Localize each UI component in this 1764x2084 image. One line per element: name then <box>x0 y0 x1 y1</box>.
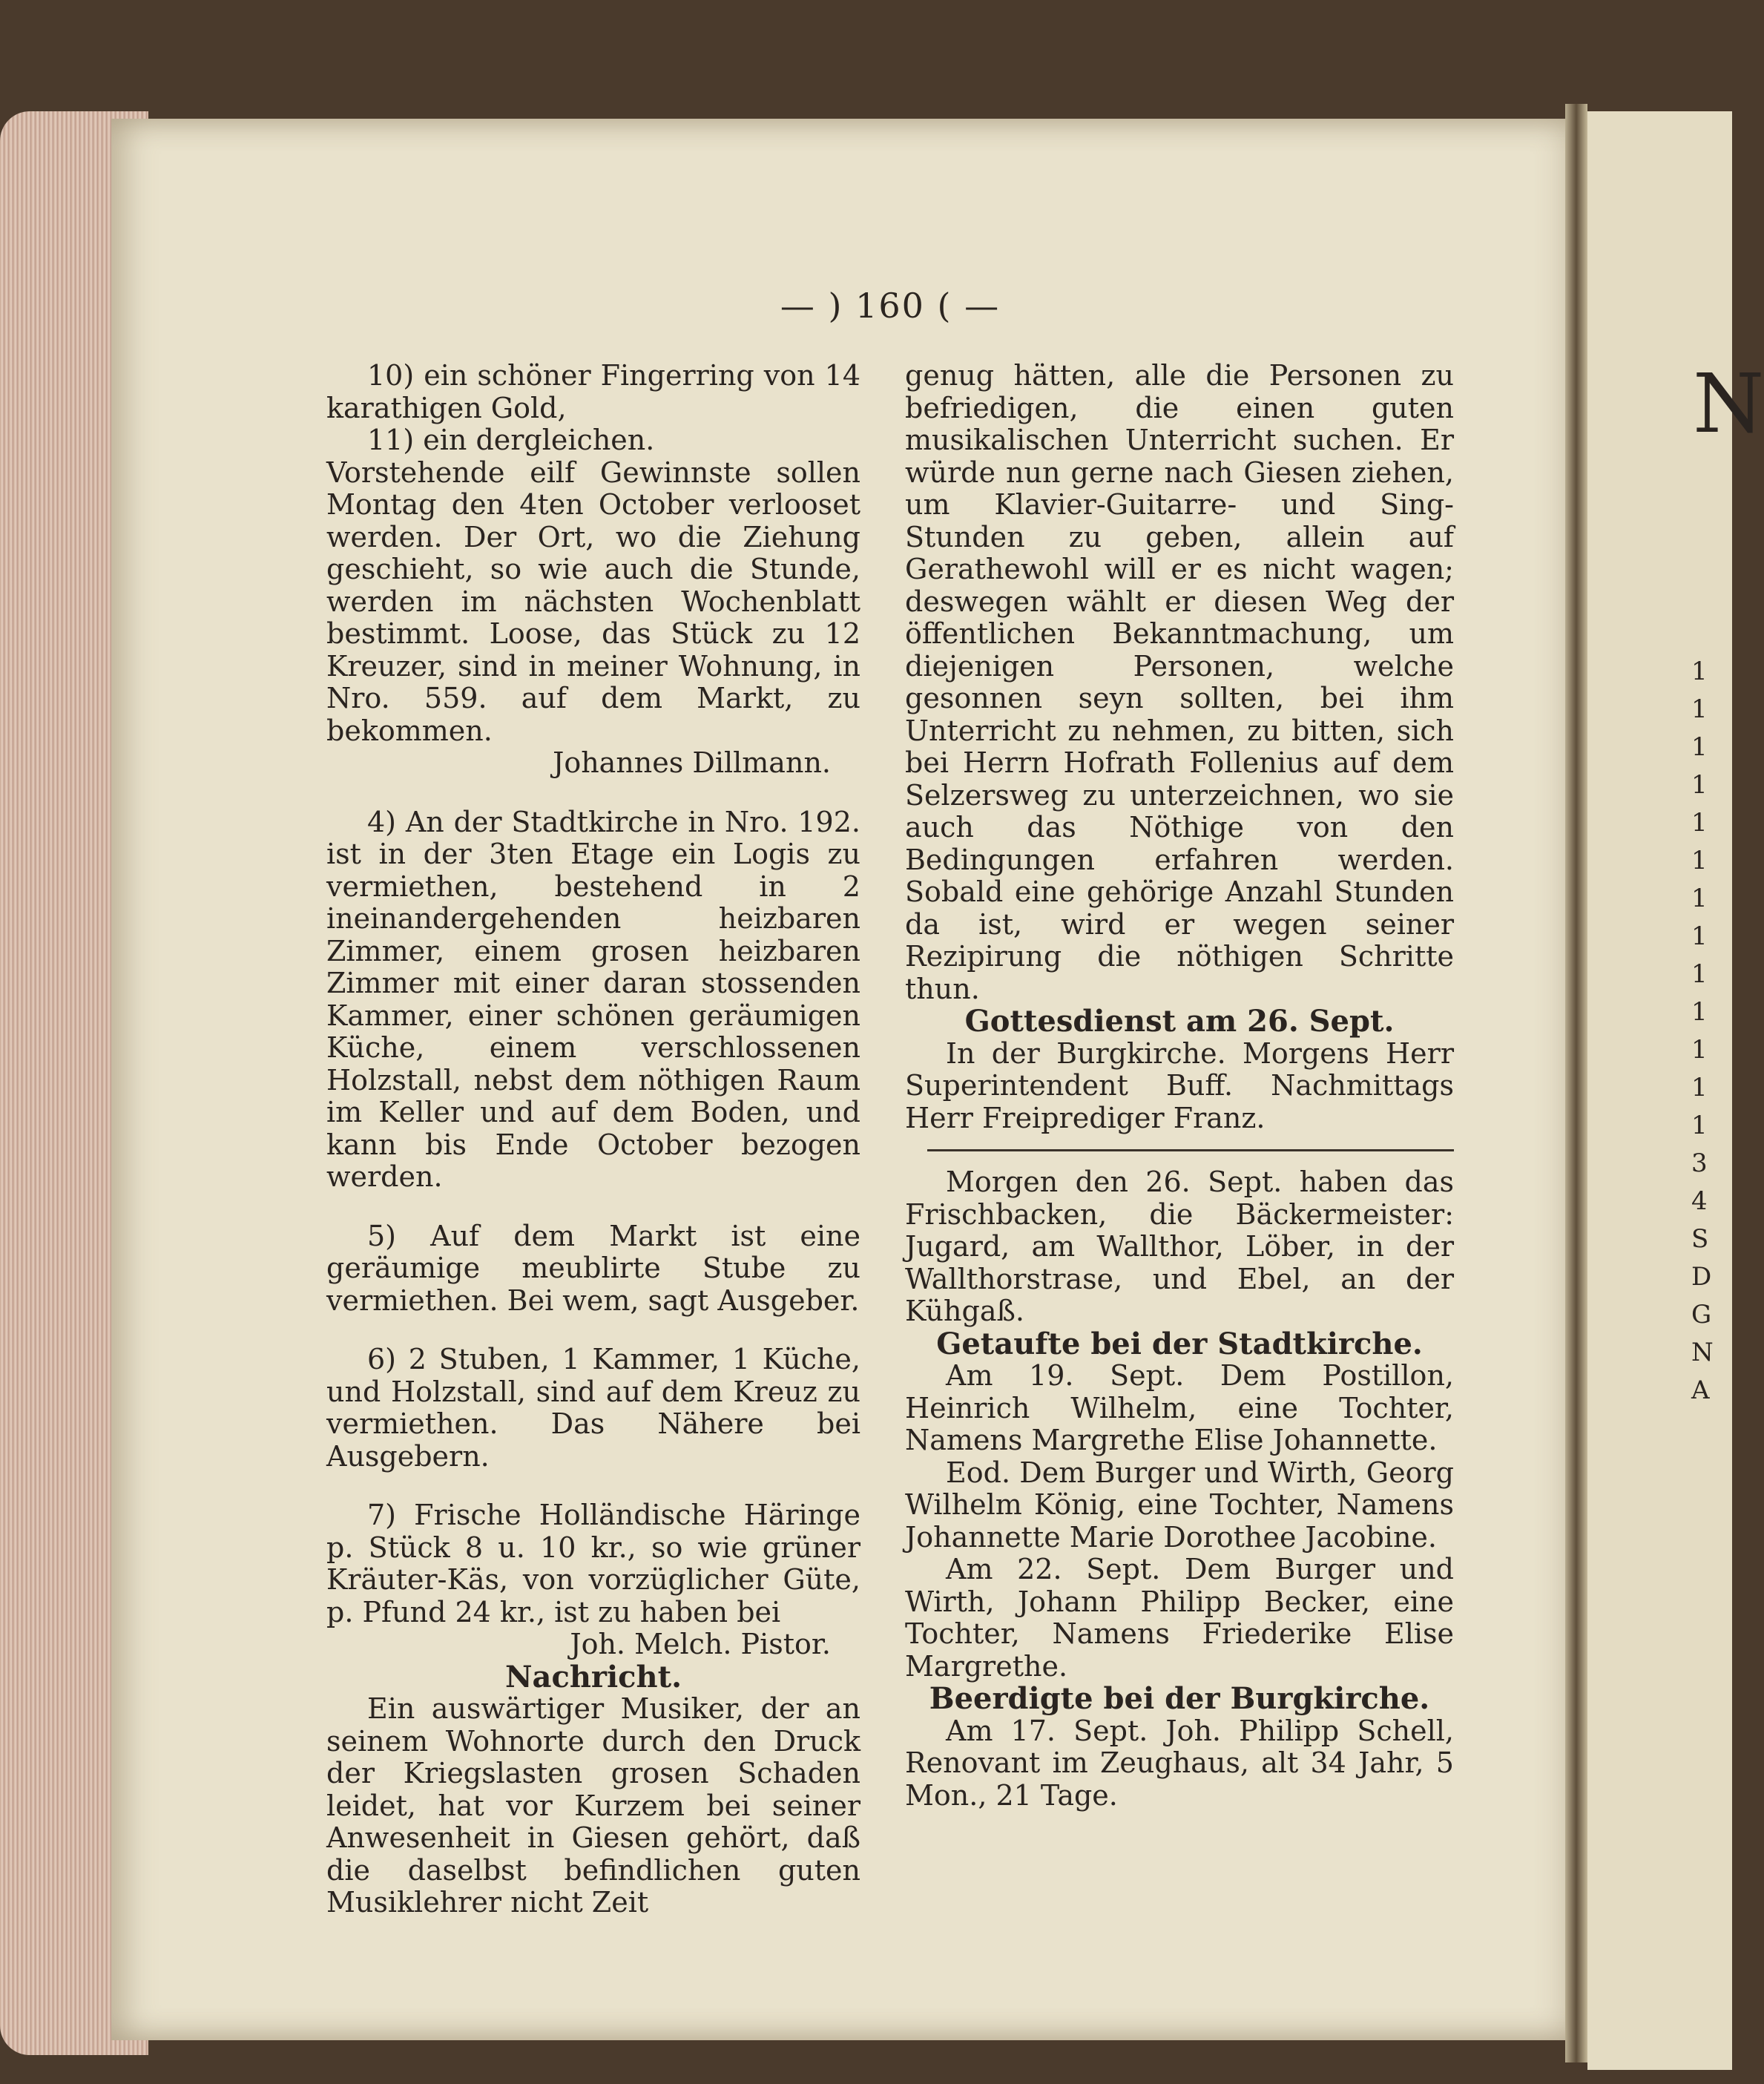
musician-notice-start: Ein auswärtiger Musiker, der an seinem Wohnorte durch den Druck der Kriegslasten grosen Schaden leidet, hat vor Kurzem bei seiner Anwesenheit in Giesen gehört, daß die daselbst befindlichen guten Musiklehrer nicht Zeit <box>326 1692 860 1919</box>
edge-fragment: N <box>1691 1338 1714 1367</box>
burial-entry-1: Am 17. Sept. Joh. Philipp Schell, Renovant im Zeughaus, alt 34 Jahr, 5 Mon., 21 Tage. <box>905 1714 1454 1812</box>
facing-page-initial: N <box>1693 356 1764 451</box>
edge-fragment: A <box>1691 1375 1710 1405</box>
lottery-notice: Vorstehende eilf Gewinnste sollen Montag den 4ten October verlooset werden. Der Ort, wo die Ziehung geschieht, so wie auch die Stunde, werden im nächsten Wochenblatt bestimmt. Loose, das Stück zu 12 Kreuzer, sind in meiner Wohnung, in Nro. 559. auf dem Markt, zu bekommen. <box>326 456 860 747</box>
baking-notice: Morgen den 26. Sept. haben das Frischbacken, die Bäckermeister: Jugard, am Wallthor, Löber, in der Wallthorstrase, und Ebel, an der Kühgaß. <box>905 1166 1454 1327</box>
heading-beerdigte: Beerdigte bei der Burgkirche. <box>929 1681 1430 1716</box>
edge-fragment: 1 <box>1691 997 1708 1027</box>
page-number-header: — ) 160 ( — <box>780 286 1001 326</box>
edge-fragment: S <box>1691 1224 1709 1254</box>
heading-gottesdienst: Gottesdienst am 26. Sept. <box>964 1004 1395 1039</box>
service-notice: In der Burgkirche. Morgens Herr Superintendent Buff. Nachmittags Herr Freiprediger Franz. <box>905 1036 1454 1134</box>
left-text-column <box>326 360 860 1919</box>
edge-fragment: 1 <box>1691 1111 1708 1140</box>
edge-fragment: 1 <box>1691 884 1708 913</box>
lottery-item-11: 11) ein dergleichen. <box>367 424 655 456</box>
edge-fragment: 1 <box>1691 1073 1708 1102</box>
edge-fragment: 1 <box>1691 808 1708 838</box>
edge-fragment: 3 <box>1691 1148 1708 1178</box>
book-gutter <box>1565 104 1587 2062</box>
edge-fragment: 1 <box>1691 732 1708 762</box>
edge-fragment: 1 <box>1691 846 1708 875</box>
ad-item-5: 5) Auf dem Markt ist eine geräumige meublirte Stube zu vermiethen. Bei wem, sagt Ausgeber. <box>326 1219 860 1317</box>
signature-pistor: Joh. Melch. Pistor. <box>570 1628 831 1660</box>
edge-fragment: 1 <box>1691 694 1708 724</box>
musician-notice-continued: genug hätten, alle die Personen zu befriedigen, die einen guten musikalischen Unterricht suchen. Er würde nun gerne nach Giesen ziehen, um Klavier-Guitarre- und Sing-Stunden zu geben, allein auf Gerathewohl will er es nicht wagen; deswegen wählt er diesen Weg der öffentlichen Bekanntmachung, um diejenigen Personen, welche gesonnen seyn sollten, bei ihm Unterricht zu nehmen, zu bitten, sich bei Herrn Hofrath Follenius auf dem Selzersweg zu unterzeichnen, wo sie auch das Nöthige von den Bedingungen erfahren werden. Sobald eine gehörige Anzahl Stunden da ist, wird er wegen seiner Rezipirung die nöthigen Schritte thun. <box>905 359 1454 1005</box>
heading-nachricht: Nachricht. <box>504 1659 682 1695</box>
baptism-entry-1: Am 19. Sept. Dem Postillon, Heinrich Wilhelm, eine Tochter, Namens Margrethe Elise Johannette. <box>905 1359 1454 1456</box>
ad-item-7: 7) Frische Holländische Häringe p. Stück 8 u. 10 kr., so wie grüner Kräuter-Käs, von vorzüglicher Güte, p. Pfund 24 kr., ist zu haben bei <box>326 1499 860 1628</box>
ad-item-6: 6) 2 Stuben, 1 Kammer, 1 Küche, und Holzstall, sind auf dem Kreuz zu vermiethen. Das Nähere bei Ausgebern. <box>326 1343 860 1473</box>
signature-dillmann: Johannes Dillmann. <box>553 746 831 779</box>
baptism-entry-2: Eod. Dem Burger und Wirth, Georg Wilhelm König, eine Tochter, Namens Johannette Marie Dorothee Jacobine. <box>905 1456 1454 1554</box>
edge-fragment: 1 <box>1691 921 1708 951</box>
baptism-entry-3: Am 22. Sept. Dem Burger und Wirth, Johann Philipp Becker, eine Tochter, Namens Friederike Elise Margrethe. <box>905 1553 1454 1683</box>
facing-page-fragments <box>1691 653 1732 1410</box>
edge-fragment: G <box>1691 1300 1712 1329</box>
edge-fragment: 1 <box>1691 770 1708 800</box>
right-text-column <box>905 360 1454 1812</box>
edge-fragment: 1 <box>1691 657 1708 686</box>
section-divider <box>927 1149 1454 1151</box>
edge-fragment: 4 <box>1691 1186 1708 1216</box>
edge-fragment: D <box>1691 1262 1712 1292</box>
heading-getaufte: Getaufte bei der Stadtkirche. <box>936 1326 1423 1361</box>
edge-fragment: 1 <box>1691 959 1708 989</box>
lottery-item-10: 10) ein schöner Fingerring von 14 karathigen Gold, <box>326 359 860 424</box>
ad-item-4: 4) An der Stadtkirche in Nro. 192. ist in der 3ten Etage ein Logis zu vermiethen, bestehend in 2 ineinandergehenden heizbaren Zimmer, einem grosen heizbaren Zimmer mit einer daran stossenden Kammer, einer schönen geräumigen Küche, einem verschlossenen Holzstall, nebst dem nöthigen Raum im Keller und auf dem Boden, und kann bis Ende October bezogen werden. <box>326 805 860 1193</box>
edge-fragment: 1 <box>1691 1035 1708 1065</box>
